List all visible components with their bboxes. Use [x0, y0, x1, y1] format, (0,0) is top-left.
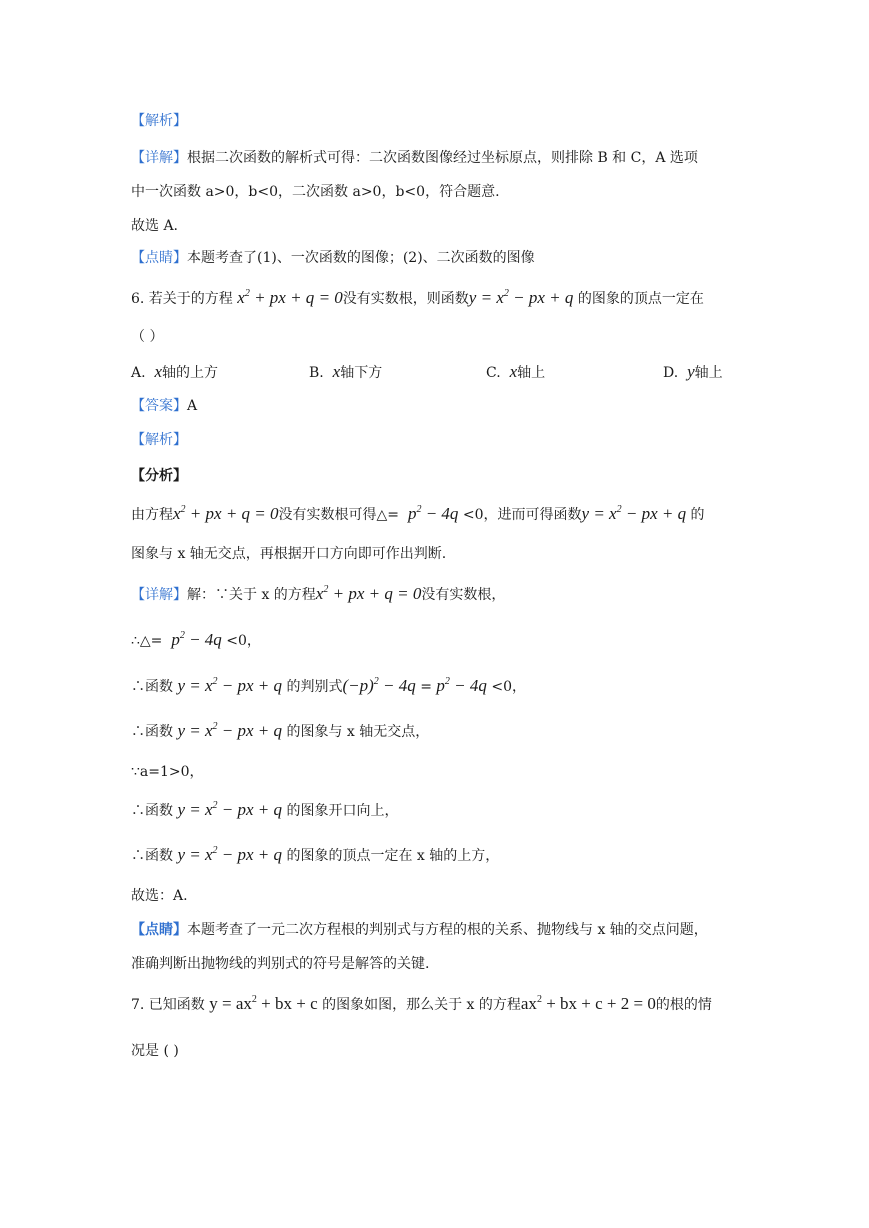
q6-equation: $x^2$ + px + q = 0: [237, 288, 343, 307]
q6-detail-line-6: ∴函数 $y = x^2$ − px + q 的图象开口向上，: [131, 800, 399, 819]
q6-detail-line-2: ∴△= $p^2 - 4q <0$，: [131, 630, 261, 649]
option-a: A. x轴的上方: [131, 362, 219, 381]
q7-function: $y = ax^2$ + bx + c: [209, 994, 318, 1013]
q6-stem-line-1: 6. 若关于的方程 $x^2$ + px + q = 0没有实数根，则函数$y = x^2$ − px + q 的图象的顶点一定在: [131, 288, 704, 307]
q5-detail-line-1: 【详解】根据二次函数的解析式可得：二次函数图像经过坐标原点，则排除 B 和 C，A 选项: [131, 150, 698, 166]
q6-paren: （ ）: [131, 329, 164, 345]
q6-dianjing-line-2: 准确判断出抛物线的判别式的符号是解答的关键.: [131, 956, 430, 972]
q6-jiexi-heading: 【解析】: [131, 432, 187, 448]
option-c: C. x轴上: [486, 362, 546, 381]
q6-answer: 【答案】A: [131, 398, 198, 414]
q7-stem-line-2: 况是 ( ): [131, 1043, 179, 1059]
q6-choose: 故选：A.: [131, 888, 188, 904]
q6-analysis-line-1: 由方程$x^2$ + px + q = 0没有实数根可得△= $p^2 - 4q <0$，进而可得函数$y = x^2$ − px + q 的: [131, 504, 705, 523]
q6-detail-line-1: 【详解】解：∵关于 x 的方程$x^2$ + px + q = 0没有实数根，: [131, 584, 506, 603]
q5-jiexi-heading: 【解析】: [131, 113, 187, 129]
option-d: D. y轴上: [663, 362, 723, 381]
q5-detail-tag: 【详解】: [131, 150, 187, 166]
q6-analysis-line-2: 图象与 x 轴无交点，再根据开口方向即可作出判断.: [131, 546, 447, 562]
q5-choose: 故选 A.: [131, 218, 179, 234]
q6-dianjing-line-1: 【点睛】本题考查了一元二次方程根的判别式与方程的根的关系、抛物线与 x 轴的交点问题，: [131, 922, 708, 938]
q6-fenxi-heading: 【分析】: [131, 468, 187, 484]
q6-detail-line-3: ∴函数 $y = x^2$ − px + q 的判别式$(-p)^2 - 4q = p^2 - 4q <0$，: [131, 676, 526, 695]
q7-stem-line-1: 7. 已知函数 $y = ax^2$ + bx + c 的图象如图，那么关于 x 的方程$ax^2$ + bx + c + 2 = 0的根的情: [131, 994, 712, 1013]
q7-equation: $ax^2$ + bx + c + 2 = 0: [520, 994, 656, 1013]
option-b: B. x轴下方: [309, 362, 383, 381]
q6-function: $y = x^2$ − px + q: [468, 288, 574, 307]
q5-dianjing: 【点睛】本题考查了(1)、一次函数的图像；(2)、二次函数的图像: [131, 250, 535, 266]
q6-detail-line-7: ∴函数 $y = x^2$ − px + q 的图象的顶点一定在 x 轴的上方，: [131, 845, 500, 864]
q6-options: [131, 362, 751, 384]
q6-detail-line-5: ∵a=1>0，: [131, 764, 204, 780]
q5-detail-line-2: 中一次函数 a>0，b<0，二次函数 a>0，b<0，符合题意.: [131, 184, 500, 200]
q6-detail-line-4: ∴函数 $y = x^2$ − px + q 的图象与 x 轴无交点，: [131, 721, 430, 740]
